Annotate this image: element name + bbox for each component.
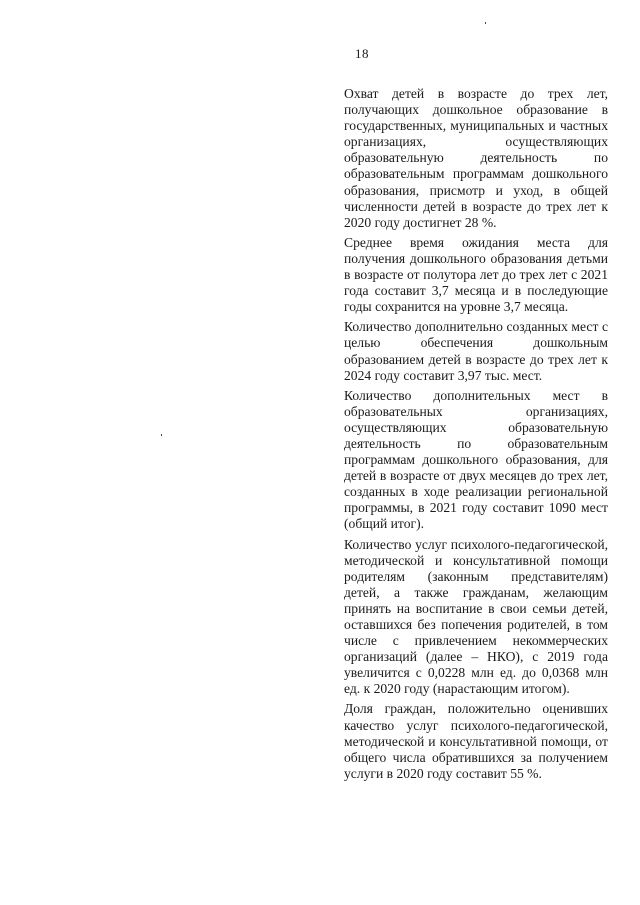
- paragraph-services-count: Количество услуг психолого-педагогической, методической и консультативной помощи родителям (законным представителям) детей, а также гражданам, желающим принять на воспитание в свои семьи детей, оставшихся без попечения родителей, в том числе с привлечением некоммерческих организаций (далее – НКО), с 2019 года увеличится с 0,0228 млн ед. до 0,0368 млн ед. к 2020 году (нарастающим итогом).: [344, 536, 608, 697]
- scan-speck: [485, 22, 486, 24]
- scan-speck: [161, 434, 162, 436]
- paragraph-coverage: Охват детей в возрасте до трех лет, получающих дошкольное образование в государственных, муниципальных и частных организациях, осуществляющих образовательную деятельность по образовательным программам дошкольного образования, присмотр и уход, в общей численности детей в возрасте до трех лет к 2020 году достигнет 28 %.: [344, 86, 608, 230]
- paragraph-additional-places: Количество дополнительно созданных мест с целью обеспечения дошкольным образованием детей в возрасте до трех лет к 2024 году составит 3,97 тыс. мест.: [344, 319, 608, 383]
- paragraph-regional-places: Количество дополнительных мест в образовательных организациях, осуществляющих образовательную деятельность по образовательным программам дошкольного образования, для детей в возрасте от двух месяцев до трех лет, созданных в ходе реализации региональной программы, в 2021 году составит 1090 мест (общий итог).: [344, 387, 608, 532]
- text-column: [344, 86, 608, 786]
- paragraph-waiting-time: Среднее время ожидания места для получения дошкольного образования детьми в возрасте от полутора лет до трех лет с 2021 года составит 3,7 месяца и в последующие годы сохранится на уровне 3,7 месяца.: [344, 234, 608, 315]
- page-number: 18: [355, 46, 369, 61]
- paragraph-satisfaction-share: Доля граждан, положительно оценивших качество услуг психолого-педагогической, методической и консультативной помощи, от общего числа обратившихся за получением услуги в 2020 году составит 55 %.: [344, 701, 608, 781]
